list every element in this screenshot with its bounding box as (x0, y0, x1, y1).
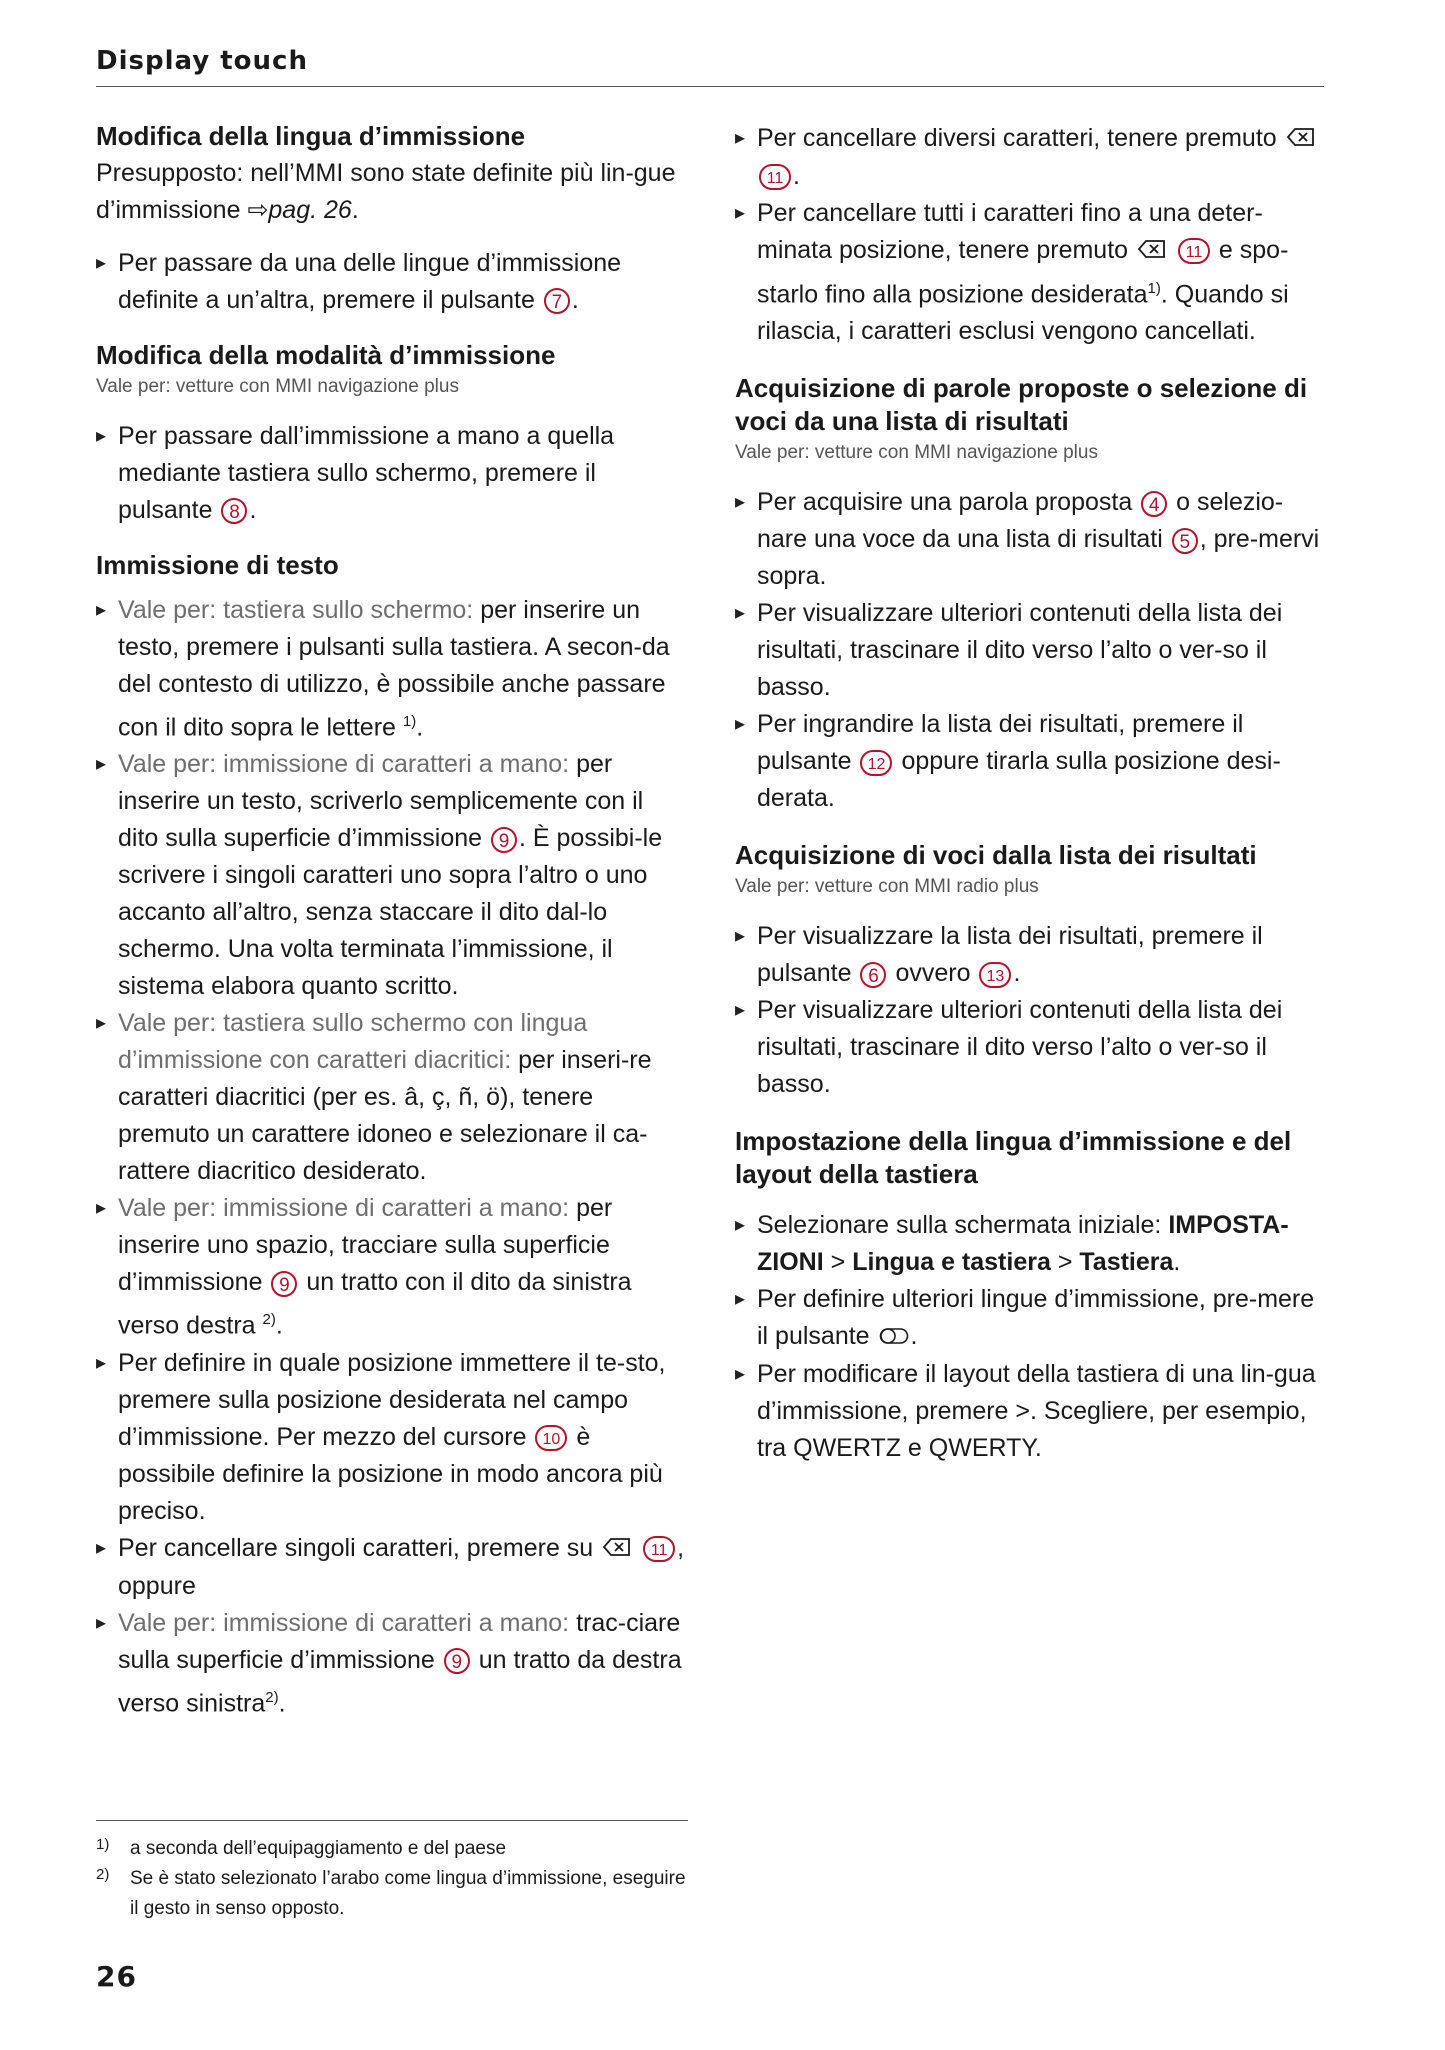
callout-number: 9 (491, 827, 517, 853)
applies-to-inline: Vale per: tastiera sullo schermo: (118, 596, 474, 624)
delete-key-icon (1286, 121, 1316, 158)
list-item: ▸ Per definire ulteriori lingue d’immissione, pre-mere il pulsante . (735, 1281, 1325, 1356)
section-text-input (96, 549, 688, 1722)
list-item: ▸ Selezionare sulla schermata iniziale: IMPOSTA-ZIONI > Lingua e tastiera > Tastiera. (735, 1207, 1325, 1281)
section-input-mode (96, 339, 688, 529)
footnote-divider (96, 1820, 688, 1821)
list-item: ▸ Per visualizzare la lista dei risultati, premere il pulsante 6 ovvero 13 . (735, 918, 1325, 992)
list-item: ▸ Vale per: immissione di caratteri a mano: per inserire un testo, scriverlo semplicemente con il dito sulla superficie d’immissione 9 . È possibi-le scrivere i singoli caratteri uno sopra l’altro o uno accanto all’altro, senza staccare il dito dal-lo schermo. Una volta terminata l’immissione, il sistema elabora quanto scritto. (96, 746, 688, 1005)
callout-number: 5 (1172, 528, 1198, 554)
section-title: Immissione di testo (96, 550, 339, 580)
footnote-ref: 2) (265, 1688, 279, 1706)
menu-path-item: Lingua e tastiera (852, 1248, 1051, 1277)
list-item: ▸ Per ingrandire la lista dei risultati, premere il pulsante 12 oppure tirarla sulla posizione desi-derata. (735, 706, 1325, 817)
applies-to-inline: Vale per: immissione di caratteri a mano: (118, 1608, 570, 1637)
bullet-list (96, 245, 688, 319)
page-reference: pag. 26 (268, 196, 352, 224)
list-item: ▸ Per passare dall’immissione a mano a quella mediante tastiera sullo schermo, premere il pulsante 8 . (96, 418, 688, 529)
list-item: ▸ Per modificare il layout della tastiera di una lin-gua d’immissione, premere >. Scegliere, per esempio, tra QWERTZ e QWERTY. (735, 1356, 1325, 1467)
section-title: Acquisizione di voci dalla lista dei risultati (735, 840, 1257, 871)
page-header (96, 44, 1324, 87)
list-item: ▸ Per cancellare tutti i caratteri fino a una deter-minata posizione, tenere premuto 11 e spo-starlo fino alla posizione desiderata$^{1)}$. Quando si rilascia, i caratteri esclusi vengono cancellati. (735, 195, 1325, 350)
section-input-language (96, 120, 688, 319)
section-result-list (735, 839, 1325, 1103)
list-item: ▸ Vale per: immissione di caratteri a mano: trac-ciare sulla superficie d’immissione 9 un tratto da destra verso sinistra$^{2)}$. (96, 1605, 688, 1722)
callout-number: 10 (535, 1425, 567, 1451)
applies-to-inline: Vale per: tastiera sullo schermo con lingua d’immissione con caratteri diacritici: (118, 1009, 588, 1075)
page-number: 26 (96, 1960, 137, 1993)
callout-number: 9 (271, 1271, 297, 1297)
callout-number: 11 (643, 1536, 675, 1562)
footnote-mark: 1) (96, 1836, 110, 1853)
callout-number: 11 (759, 164, 791, 190)
list-item: ▸ Per cancellare diversi caratteri, tenere premuto 11 . (735, 120, 1325, 195)
bullet-list (735, 120, 1325, 350)
list-item: ▸ Per passare da una delle lingue d’immissione definite a un’altra, premere il pulsante 7 . (96, 245, 688, 319)
applies-to: Vale per: vetture con MMI navigazione plus (96, 376, 459, 397)
bullet-list (735, 1207, 1325, 1467)
callout-number: 11 (1178, 238, 1210, 264)
footnote-ref: 1) (402, 713, 417, 730)
callout-number: 6 (860, 962, 886, 988)
list-item: ▸ Vale per: immissione di caratteri a mano: per inserire uno spazio, tracciare sulla superficie d’immissione 9 un tratto con il dito da sinistra verso destra $^{2)}$. (96, 1190, 688, 1344)
list-item: ▸ Vale per: tastiera sullo schermo con lingua d’immissione con caratteri diacritici: per inseri-re caratteri diacritici (per es. â, ç, ñ, ö), tenere premuto un carattere idoneo e selezionare il ca-rattere diacritico desiderato. (96, 1005, 688, 1190)
applies-to-inline: Vale per: immissione di caratteri a mano: (118, 1194, 570, 1223)
delete-key-icon (1137, 233, 1167, 270)
menu-path-item: Tastiera (1079, 1248, 1174, 1277)
section-suggested-words (735, 372, 1325, 817)
list-item: ▸ Per cancellare singoli caratteri, premere su 11 , oppure (96, 1530, 688, 1605)
bullet-list (96, 418, 688, 529)
section-title: Impostazione della lingua d’immissione e del layout della tastiera (735, 1126, 1292, 1190)
arrow-icon: ⇨ (247, 196, 269, 224)
prerequisite-text: Presupposto: nell’MMI sono state definite più lin-gue d’immissione ⇨pag. 26. (96, 159, 676, 224)
section-title: Modifica della lingua d’immissione (96, 121, 526, 151)
applies-to-inline: Vale per: immissione di caratteri a mano: (118, 750, 570, 779)
bullet-list (96, 592, 688, 1722)
applies-to: Vale per: vetture con MMI navigazione plus (735, 442, 1098, 464)
bullet-list (735, 484, 1325, 817)
footnote: 1) a seconda dell’equipaggiamento e del paese (96, 1834, 696, 1864)
list-item: ▸ Per definire in quale posizione immettere il te-sto, premere sulla posizione desiderata nel campo d’immissione. Per mezzo del cursore 10 è possibile definire la posizione in modo ancora più preciso. (96, 1345, 688, 1530)
toggle-icon (879, 1319, 909, 1356)
menu-path-item: IMPOSTA-ZIONI (757, 1211, 1289, 1277)
list-item: ▸ Per visualizzare ulteriori contenuti della lista dei risultati, trascinare il dito verso l’alto o ver-so il basso. (735, 992, 1325, 1103)
callout-number: 4 (1141, 491, 1167, 517)
footnote-ref: 1) (1147, 279, 1161, 297)
list-item: ▸ Vale per: tastiera sullo schermo: per inserire un testo, premere i pulsanti sulla tastiera. A secon-da del contesto di utilizzo, è possibile anche passare con il dito sopra le lettere $^{1)}$. (96, 592, 688, 746)
section-keyboard-layout (735, 1125, 1325, 1467)
footnote-mark: 2) (96, 1866, 110, 1883)
callout-number: 7 (544, 288, 570, 314)
footnote: 2) Se è stato selezionato l’arabo come lingua d’immissione, eseguire il gesto in senso opposto. (96, 1864, 696, 1924)
callout-number: 13 (979, 962, 1011, 988)
applies-to: Vale per: vetture con MMI radio plus (735, 876, 1039, 898)
list-item: ▸ Per visualizzare ulteriori contenuti della lista dei risultati, trascinare il dito verso l’alto o ver-so il basso. (735, 595, 1325, 706)
list-item: ▸ Per acquisire una parola proposta 4 o selezio-nare una voce da una lista di risultati 5 , pre-mervi sopra. (735, 484, 1325, 595)
right-column (735, 120, 1325, 1487)
left-column (96, 120, 688, 1742)
section-title: Acquisizione di parole proposte o selezione di voci da una lista di risultati (735, 373, 1308, 437)
callout-number: 12 (860, 750, 892, 776)
footnotes (96, 1834, 696, 1924)
callout-number: 9 (444, 1648, 470, 1674)
bullet-list (735, 918, 1325, 1103)
section-title: Modifica della modalità d’immissione (96, 340, 556, 370)
header-title: Display touch (96, 46, 308, 76)
footnote-ref: 2) (262, 1311, 276, 1329)
callout-number: 8 (221, 498, 247, 524)
delete-key-icon (602, 1531, 632, 1568)
